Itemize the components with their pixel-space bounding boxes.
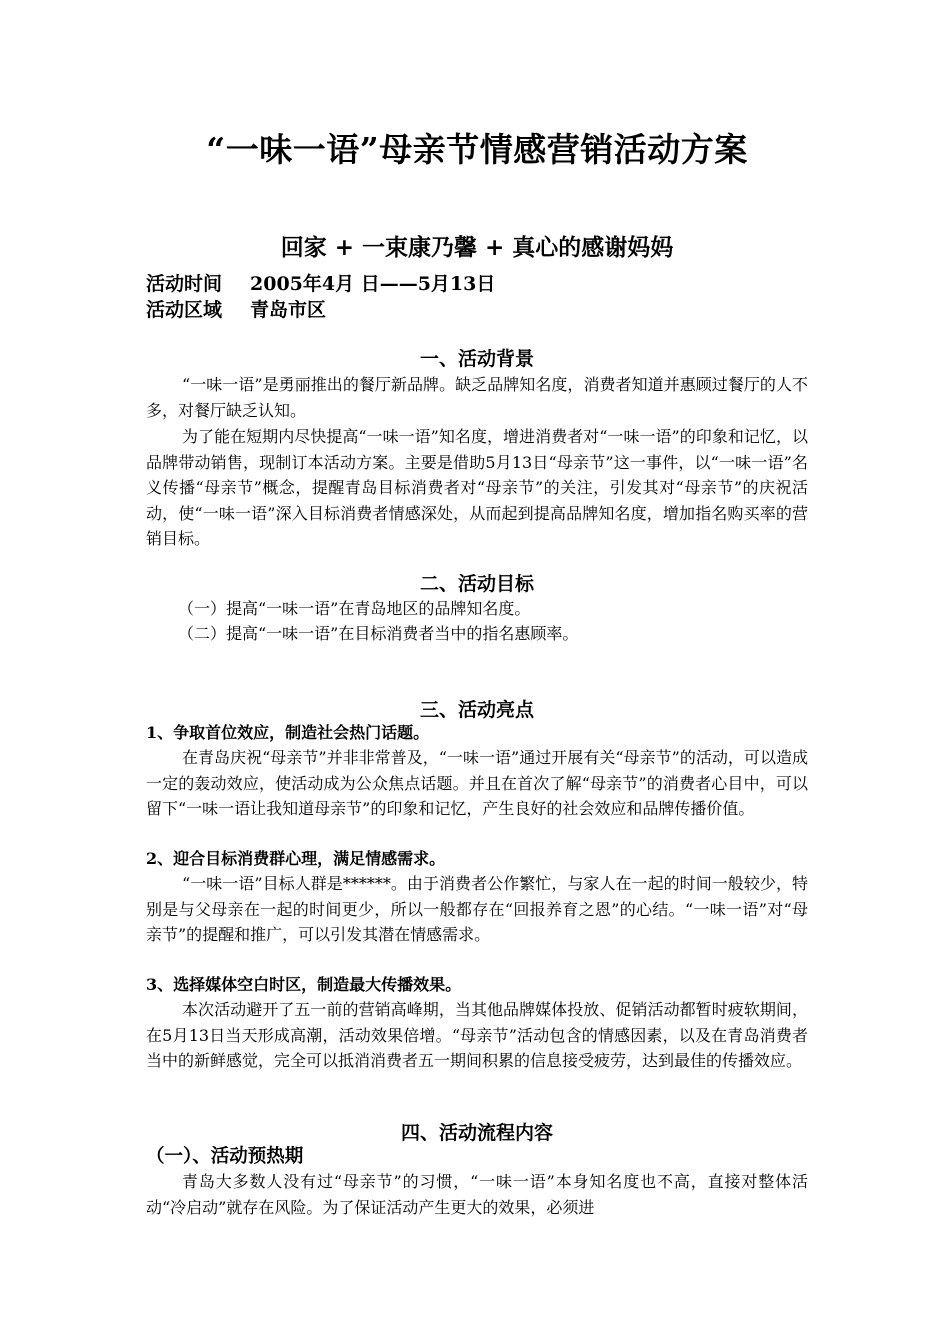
highlight-2-text: “一味一语”目标人群是******。由于消费者公作繁忙，与家人在一起的时间一般较少，特别是与父母亲在一起的时间更少，所以一般都存在“回报养育之恩”的心结。“一味一语”对“母亲节”的提醒和推广，可以引发其潜在情感需求。 [146, 874, 808, 945]
document-subtitle: 回家 + 一束康乃馨 + 真心的感谢妈妈 [280, 234, 674, 261]
meta-area-value: 青岛市区 [250, 299, 327, 321]
meta-time-label: 活动时间 [146, 273, 223, 295]
meta-time-value: 2005年4月 日——5月13日 [250, 273, 496, 295]
background-paragraph-2: 为了能在短期内尽快提高“一味一语”知名度，增进消费者对“一味一语”的印象和记忆，以品牌带动销售，现制订本活动方案。主要是借助5月13日“母亲节”这一事件，以“一味一语”名义传播“母亲节”概念，提醒青岛目标消费者对“母亲节”的关注，引发其对“母亲节”的庆祝活动，使“一味一语”深入目标消费者情感深处，从而起到提高品牌知名度，增加指名购买率的营销目标。 [146, 427, 808, 549]
highlight-3-title: 3、选择媒体空白时区，制造最大传播效果。 [146, 975, 462, 994]
goal-item-1: （一）提高“一味一语”在青岛地区的品牌知名度。 [178, 599, 531, 618]
highlight-3-text: 本次活动避开了五一前的营销高峰期，当其他品牌媒体投放、促销活动都暂时疲软期间，在5月13日当天形成高潮，活动效果倍增。“母亲节”活动包含的情感因素，以及在青岛消费者当中的新鲜感觉，完全可以抵消消费者五一期间积累的信息接受疲劳，达到最佳的传播效应。 [146, 1000, 808, 1071]
section-heading-goals: 二、活动目标 [419, 573, 534, 595]
document-title: “一味一语”母亲节情感营销活动方案 [206, 130, 748, 169]
highlight-2-title: 2、迎合目标消费群心理，满足情感需求。 [146, 849, 446, 868]
section-heading-highlights: 三、活动亮点 [419, 699, 534, 721]
highlight-1-title: 1、争取首位效应，制造社会热门话题。 [146, 723, 430, 742]
section-heading-process: 四、活动流程内容 [400, 1122, 553, 1144]
highlight-1-text: 在青岛庆祝“母亲节”并非非常普及，“一味一语”通过开展有关“母亲节”的活动，可以造成一定的轰动效应，使活动成为公众焦点话题。并且在首次了解“母亲节”的消费者心目中，可以留下“一味一语让我知道母亲节”的印象和记忆，产生良好的社会效应和品牌传播价值。 [146, 748, 808, 819]
section-heading-background: 一、活动背景 [419, 348, 534, 370]
meta-time [146, 271, 495, 297]
process-warmup-text: 青岛大多数人没有过“母亲节”的习惯，“一味一语”本身知名度也不高，直接对整体活动“冷启动”就存在风险。为了保证活动产生更大的效果，必须进 [146, 1172, 808, 1217]
background-paragraph-1: “一味一语”是勇丽推出的餐厅新品牌。缺乏品牌知名度，消费者知道并惠顾过餐厅的人不多，对餐厅缺乏认知。 [146, 375, 808, 420]
meta-area-label: 活动区域 [146, 299, 223, 321]
meta-area [146, 297, 326, 323]
process-warmup-title: （一）、活动预热期 [146, 1146, 304, 1167]
goal-item-2: （二）提高“一味一语”在目标消费者当中的指名惠顾率。 [178, 624, 579, 643]
